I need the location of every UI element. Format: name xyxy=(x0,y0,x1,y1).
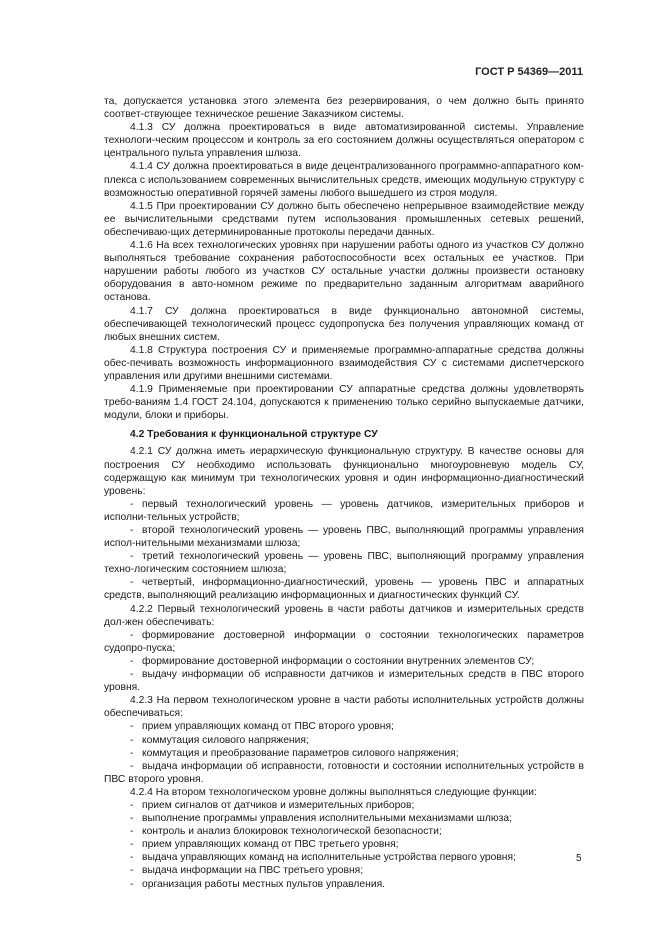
list-dash: - xyxy=(130,760,134,772)
list-item-text: прием сигналов от датчиков и измерительных приборов; xyxy=(142,799,415,811)
standard-header: ГОСТ Р 54369—2011 xyxy=(475,66,583,78)
section-heading: 4.2 Требования к функциональной структуре СУ xyxy=(130,429,378,441)
paragraph: 4.1.8 Структура построения СУ и применяемые программно-аппаратные средства должны обес-печивать возможность информационного взаимодействия СУ с системами диспетчерского управления или другими внешними системами. xyxy=(104,344,584,382)
list-dash: - xyxy=(130,629,134,641)
list-item-text: прием управляющих команд от ПВС третьего уровня; xyxy=(142,839,399,851)
list-item xyxy=(104,576,584,602)
list-item-text: формирование достоверной информации о состоянии внутренних элементов СУ; xyxy=(142,655,535,667)
list-item-text: четвертый, информационно-диагностический, уровень — уровень ПВС и аппаратных средств, выполняющий реализацию информационных и диагностических функций СУ. xyxy=(104,577,584,602)
list-item-text: второй технологический уровень — уровень ПВС, выполняющий программы управления испол-нительными механизмами шлюза; xyxy=(104,525,584,550)
list-item xyxy=(104,629,584,655)
paragraph: 4.2.3 На первом технологическом уровне в части работы исполнительных устройств должны обеспечиваться: xyxy=(104,695,584,720)
list-item xyxy=(104,878,584,891)
list-dash: - xyxy=(130,878,134,890)
paragraph: 4.2.4 На втором технологическом уровне должны выполняться следующие функции: xyxy=(130,786,537,798)
paragraph: 4.1.9 Применяемые при проектировании СУ аппаратные средства должны удовлетворять требо-ваниям 1.4 ГОСТ 24.104, допускаются к применению только серийно выпускаемые датчики, модули, блоки и приборы. xyxy=(104,384,584,422)
list-item xyxy=(104,524,584,550)
list-dash: - xyxy=(130,734,134,746)
list-item-text: выполнение программы управления исполнительными механизмами шлюза; xyxy=(142,813,512,825)
paragraph: 4.1.4 СУ должна проектироваться в виде децентрализованного программно-аппаратного ком-плекса с использованием современных вычислительных средств, имеющих модульную структуру с возможностью оперативной горячей замены любого вышедшего из строя модуля. xyxy=(104,161,584,199)
list-dash: - xyxy=(130,852,134,864)
paragraph: 4.1.5 При проектировании СУ должно быть обеспечено непрерывное взаимодействие между ее вычислительными средствами путем использования промышленных сетевых решений, обеспечиваю-щих детерминированные протоколы передачи данных. xyxy=(104,200,584,238)
list-item xyxy=(104,734,584,747)
list-item-text: коммутация силового напряжения; xyxy=(142,734,309,746)
list-dash: - xyxy=(130,669,134,681)
list-dash: - xyxy=(130,498,134,510)
list-item-text: контроль и анализ блокировок технологической безопасности; xyxy=(142,826,442,838)
list-item xyxy=(104,825,584,838)
list-item-text: первый технологический уровень — уровень датчиков, измерительных приборов и исполни-тельных устройств; xyxy=(104,498,584,523)
list-item-text: организация работы местных пультов управления. xyxy=(142,878,386,890)
list-dash: - xyxy=(130,577,134,589)
list-item-text: формирование достоверной информации о состоянии технологических параметров судопро-пуска; xyxy=(104,629,584,654)
list-item xyxy=(104,550,584,576)
list-item-text: выдача информации на ПВС третьего уровня; xyxy=(142,865,364,877)
paragraph: 4.2.2 Первый технологический уровень в части работы датчиков и измерительных средств дол-жен обеспечивать: xyxy=(104,603,584,628)
list-item xyxy=(104,864,584,877)
list-dash: - xyxy=(130,721,134,733)
paragraph: 4.2.1 СУ должна иметь иерархическую функциональную структуру. В качестве основы для построения СУ необходимо использовать функционально многоуровневую модель СУ, содержащую как минимум три технологических уровня и один информационно-диагностический уровень: xyxy=(104,446,584,497)
list-item xyxy=(104,760,584,786)
list-dash: - xyxy=(130,551,134,563)
list-dash: - xyxy=(130,747,134,759)
list-dash: - xyxy=(130,813,134,825)
paragraph: 4.1.7 СУ должна проектироваться в виде функционально автономной системы, обеспечивающей технологический процесс судопропуска без получения управляющих команд от любых внешних систем. xyxy=(104,305,584,343)
list-dash: - xyxy=(130,826,134,838)
list-item xyxy=(104,498,584,524)
paragraph: 4.1.3 СУ должна проектироваться в виде автоматизированной системы. Управление технологи-ческим процессом и контроль за его состоянием должны осуществляться оператором с центрального пульта управления шлюза. xyxy=(104,122,584,160)
list-item xyxy=(104,655,584,668)
list-item-text: выдача информации об исправности, готовности и состоянии исполнительных устройств в ПВС второго уровня. xyxy=(104,760,584,785)
list-item-text: прием управляющих команд от ПВС второго уровня; xyxy=(142,721,394,733)
list-item-text: выдачу информации об исправности датчиков и измерительных средств в ПВС второго уровня. xyxy=(104,669,584,694)
list-item xyxy=(104,720,584,733)
list-item xyxy=(104,838,584,851)
list-dash: - xyxy=(130,865,134,877)
list-item xyxy=(104,812,584,825)
list-item-text: третий технологический уровень — уровень ПВС, выполняющий программу управления техно-логическим состоянием шлюза; xyxy=(104,551,584,576)
list-dash: - xyxy=(130,655,134,667)
list-item xyxy=(104,668,584,694)
list-item xyxy=(104,799,584,812)
list-dash: - xyxy=(130,799,134,811)
paragraph: 4.1.6 На всех технологических уровнях при нарушении работы одного из участков СУ должно выполняться требование сохранения работоспособности всех остальных ее участков. При нарушении работы любого из участков СУ остальные участки должны произвести остановку оборудования в авто-номном режиме по предварительно заданным алгоритмам аварийного останова. xyxy=(104,240,584,304)
list-item xyxy=(104,747,584,760)
paragraph: та, допускается установка этого элемента без резервирования, о чем должно быть принято соответ-ствующее техническое решение Заказчиком системы. xyxy=(104,96,584,121)
list-item-text: коммутация и преобразование параметров силового напряжения; xyxy=(142,747,459,759)
document-body xyxy=(104,95,584,891)
list-dash: - xyxy=(130,525,134,536)
list-item xyxy=(104,851,584,864)
list-item-text: выдача управляющих команд на исполнительные устройства первого уровня; xyxy=(142,852,516,864)
page-number: 5 xyxy=(576,853,582,864)
list-dash: - xyxy=(130,839,134,851)
